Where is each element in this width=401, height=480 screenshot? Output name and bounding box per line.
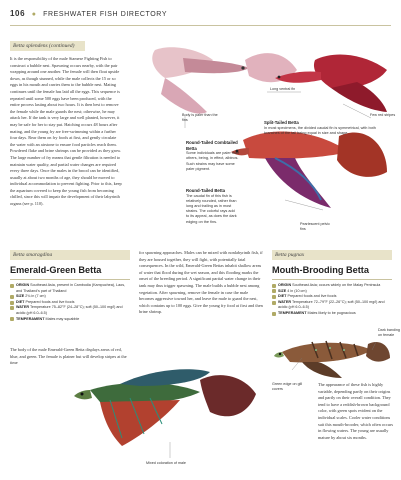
fact-value: Southeast Asia, present in Cambodia (Kampuchea), Laos, and Thailand's part of Thailand [16, 283, 126, 293]
pale-betta-illustration [152, 47, 297, 113]
emerald-betta-illustration [74, 369, 256, 446]
section-tab-left: Betta smaragdina [10, 250, 130, 260]
fact-key: ORIGIN [278, 283, 292, 287]
fact-key: TEMPERAMENT [278, 310, 307, 315]
split-tail-betta-illustration [275, 55, 387, 112]
fact-value: Temperature 75–82°F (24–28°C); soft (50–100 mg/l) and acidic (pH 6.0–6.5) [16, 305, 123, 315]
page-number: 106 [10, 9, 26, 18]
fact-bullet-icon [272, 301, 276, 305]
label-pearlescent-pelvic-fins: Pearlescent pelvic fins [300, 222, 330, 231]
fact-value: Prepared foods and live foods [287, 294, 337, 299]
fact-value: Prepared foods and live foods [25, 299, 75, 304]
caption-text: Some individuals are paler than others, being, in effect, albinos. Such strains may have some paler pigment. [186, 151, 240, 171]
fact-row [10, 283, 130, 294]
species-name-emerald: Emerald-Green Betta [10, 265, 102, 275]
label-dark-banding: Dark banding on female [378, 328, 400, 337]
fact-value: Temperature 72–79°F (22–26°C); soft (50–100 mg/l) and acidic (pH 6.0–6.5) [278, 299, 385, 310]
section-tab-top: Betta splendens (continued) [10, 41, 85, 51]
fact-value: Males likely to be pugnacious [307, 310, 356, 315]
fact-bullet-icon [10, 306, 14, 310]
fact-key: TEMPERAMENT [16, 316, 45, 321]
fact-bullet-icon [272, 284, 276, 288]
header-bullet: ● [31, 11, 37, 18]
label-green-spots: Green edge on gill covers [272, 382, 303, 391]
fact-bullet-icon [10, 295, 14, 299]
caption-round-tailed [186, 188, 238, 238]
fact-key: WATER [16, 305, 30, 310]
fact-key: WATER [278, 299, 292, 304]
caption-combtailed [186, 140, 242, 187]
facts-mouth-brooding [272, 283, 392, 317]
fact-value: 2¾ in (7 cm) [25, 294, 46, 299]
fact-key: SIZE [16, 294, 25, 299]
caption-title: Split-Tailed Betta [264, 120, 299, 125]
mouth-brooding-betta-photo [272, 328, 394, 383]
caption-title: Round-Tailed Betta [186, 188, 226, 193]
label-mixed-coloration: Mixed coloration of male [146, 461, 186, 465]
fact-bullet-icon [10, 284, 14, 288]
middle-body-text: for spawning approaches. Males can be mixed with nonlabyrinth fish, if they are housed together, they will fight, with potentially fatal consequences. In the wild, Emerald-Green Bettas inhabit shallow areas of water that flood during the wet season, and this flooding marks the onset of the breeding period. A significant partial water change in their tank may thus trigger spawning. The male builds a bubble nest among vegetation. After spawning, remove the female in case the male becomes aggressive toward her, and leave the male to guard the nest, which contains up to 100 eggs. Give the young fry food at first and then brine shrimp. [139, 250, 263, 315]
caption-title: Round-Tailed Combtailed Betta [186, 140, 238, 151]
fact-bullet-icon [272, 295, 276, 299]
mouth-brooding-body-text: The appearance of these fish is highly variable, depending partly on their origins and partly on their overall condition. They tend to have a reddish-brown background color, with green spots evident on the individual scales. Cooler water conditions suit this mouth-brooder, which often occurs in flowing waters. The young are usually mature by about six months. [318, 382, 394, 440]
caption-text: In most specimens, the divided caudal fin is symmetrical, with both branches of the tail being equal in size and shape. [264, 125, 376, 135]
caption-split-tailed [264, 120, 392, 152]
running-header [10, 9, 167, 18]
fact-value: Males may squabble [45, 316, 80, 321]
label-few-stripes: Few red stripes [370, 113, 396, 117]
top-body-text: It is the responsibility of the male Siamese Fighting Fish to construct a bubble nest. Spawning occurs nearby, with the pair wrapping around one another. The female will then float upside down, as though stunned, while the male collects the 15 or so eggs in his mouth and carries them to the bubble nest. Mating continues until the female has laid all the eggs. This sequence is repeated until some 500 eggs have been produced, with the entire process lasting about two hours. It is then best to remove the female while the male guards the nest; otherwise, he may attack her. If the tank is very large and well planted, however, it may be safe for her to stay put. Hatching occurs 48 hours after mating, and the young fry are free-swimming within a further four days. Rear them on fry foods at first, and gently circulate the water with an airstone to ensure food particles reach them. Powdered flake and brine shrimps can be provided as they grow. The large number of fry means that gentle filtration is needed to maintain water quality, and partial water changes are required every three days. Once the males in the brood can be identified, usually at about two months of age, they should be moved to individual accommodation to prevent fighting. Prior to this, keep the aquarium covered to keep the young fish from becoming chilled, since this will impair the development of their labyrinth organs (see p. 110). [10, 56, 122, 207]
facts-emerald [10, 283, 130, 322]
label-body-paler: Body is paler than the fins [182, 113, 218, 122]
fact-value: Southeast Asia; occurs widely on the Malay Peninsula [292, 283, 381, 287]
fact-key: DIET [16, 299, 25, 304]
label-long-ventral-fin: Long ventral fin [270, 87, 296, 91]
caption-text: The caudal fin of this fish is relatively rounded, rather than long and trailing as in most strains. The colorful rays add to its appeal, as does the dark edging on the fins. [186, 193, 237, 224]
fact-key: ORIGIN [16, 283, 30, 287]
species-name-mouth-brooding: Mouth-Brooding Betta [272, 265, 369, 275]
emerald-body-text: The body of the male Emerald-Green Betta displays areas of red, blue, and green. The female is plainer but will develop stripes at the time [10, 347, 127, 366]
fact-bullet-icon [10, 301, 14, 305]
fact-value: 4 in (10 cm) [287, 288, 307, 293]
header-divider [10, 25, 391, 26]
emerald-betta-photo [60, 350, 270, 470]
fact-bullet-icon [272, 312, 276, 316]
fact-row [272, 311, 392, 317]
fact-row [10, 317, 130, 323]
header-title: FRESHWATER FISH DIRECTORY [43, 11, 168, 18]
fact-bullet-icon [272, 289, 276, 293]
fact-key: SIZE [278, 288, 287, 293]
fact-key: DIET [278, 294, 287, 299]
fact-row [10, 305, 130, 316]
species-divider [10, 279, 130, 280]
section-tab-right: Betta pugnax [272, 250, 392, 260]
species-divider [272, 279, 392, 280]
fact-bullet-icon [10, 317, 14, 321]
mouth-brooding-betta-illustration [274, 341, 390, 378]
fact-row [272, 300, 392, 311]
